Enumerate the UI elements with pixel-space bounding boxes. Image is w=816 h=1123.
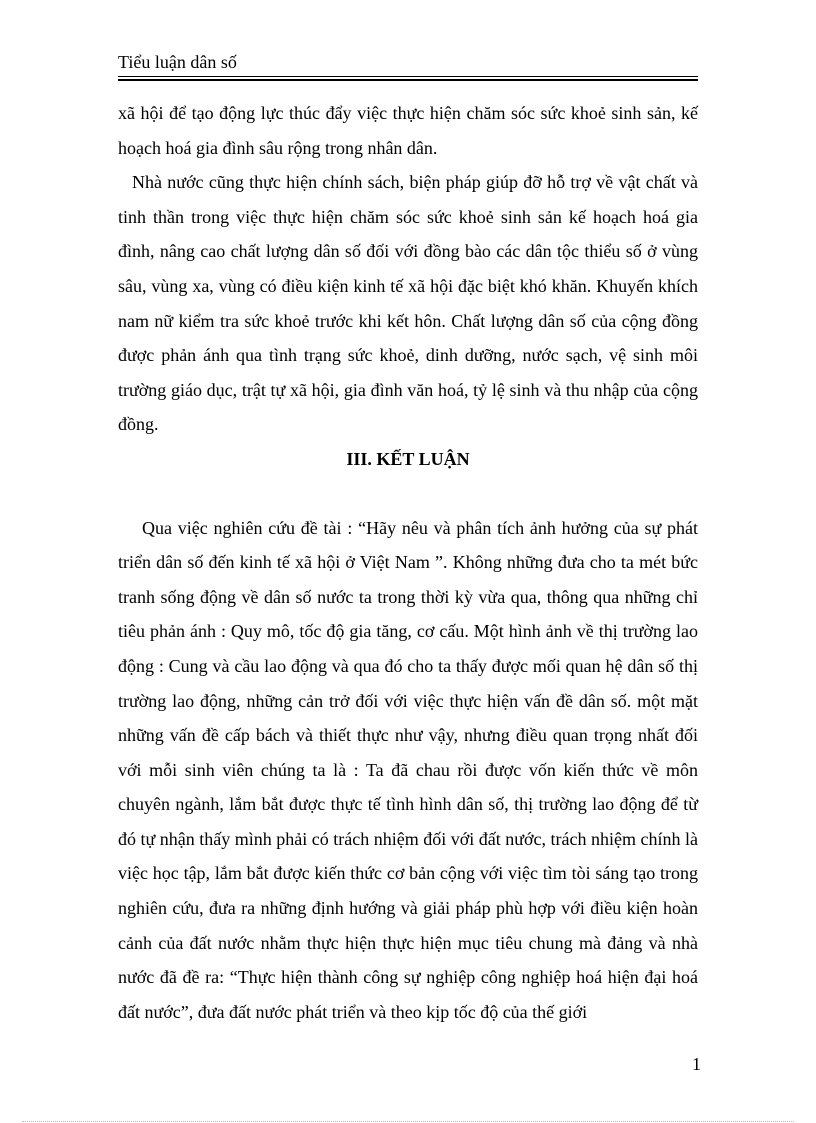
- page-bottom-border: [22, 1121, 794, 1122]
- section-spacer: [118, 477, 698, 511]
- document-body: [118, 96, 698, 1029]
- paragraph-intro: xã hội để tạo động lực thúc đẩy việc thực hiện chăm sóc sức khoẻ sinh sản, kế hoạch hoá gia đình sâu rộng trong nhân dân.: [118, 103, 698, 158]
- page-number: 1: [692, 1054, 701, 1074]
- header-rule: [118, 76, 698, 81]
- page-header: [118, 50, 698, 81]
- section-heading-conclusion: III. KẾT LUẬN: [346, 448, 470, 469]
- header-title: Tiểu luận dân số: [118, 52, 237, 72]
- paragraph-policy: Nhà nước cũng thực hiện chính sách, biện pháp giúp đỡ hỗ trợ về vật chất và tinh thần trong việc thực hiện chăm sóc sức khoẻ sinh sản kế hoạch hoá gia đình, nâng cao chất lượng dân số đối với đồng bào các dân tộc thiểu số ở vùng sâu, vùng xa, vùng có điều kiện kinh tế xã hội đặc biệt khó khăn. Khuyến khích nam nữ kiểm tra sức khoẻ trước khi kết hôn. Chất lượng dân số của cộng đồng được phản ánh qua tình trạng sức khoẻ, dinh dưỡng, nước sạch, vệ sinh môi trường giáo dục, trật tự xã hội, gia đình văn hoá, tỷ lệ sinh và thu nhập của cộng đồng.: [118, 172, 698, 435]
- paragraph-conclusion: Qua việc nghiên cứu đề tài : “Hãy nêu và phân tích ảnh hưởng của sự phát triển dân số đến kinh tế xã hội ở Việt Nam ”. Không những đưa cho ta mét bức tranh sống động về dân số nước ta trong thời kỳ vừa qua, thông qua những chỉ tiêu phản ánh : Quy mô, tốc độ gia tăng, cơ cấu. Một hình ảnh về thị trường lao động : Cung và cầu lao động và qua đó cho ta thấy được mối quan hệ dân số thị trường lao động, những cản trở đối với việc thực hiện vấn đề dân số. một mặt những vấn đề cấp bách và thiết thực như vậy, nhưng điều quan trọng nhất đối với mỗi sinh viên chúng ta là : Ta đã chau rồi được vốn kiến thức về môn chuyên ngành, lắm bắt được thực tế tình hình dân số, thị trường lao động để từ đó tự nhận thấy mình phải có trách nhiệm đối với đất nước, trách nhiệm chính là việc học tập, lắm bắt được kiến thức cơ bản cộng với việc tìm tòi sáng tạo trong nghiên cứu, đưa ra những định hướng và giải pháp phù hợp với điều kiện hoàn cảnh của đất nước nhằm thực hiện thực hiện mục tiêu chung mà đảng và nhà nước đã đề ra: “Thực hiện thành công sự nghiệp công nghiệp hoá hiện đại hoá đất nước”, đưa đất nước phát triển và theo kịp tốc độ của thế giới: [118, 517, 698, 1022]
